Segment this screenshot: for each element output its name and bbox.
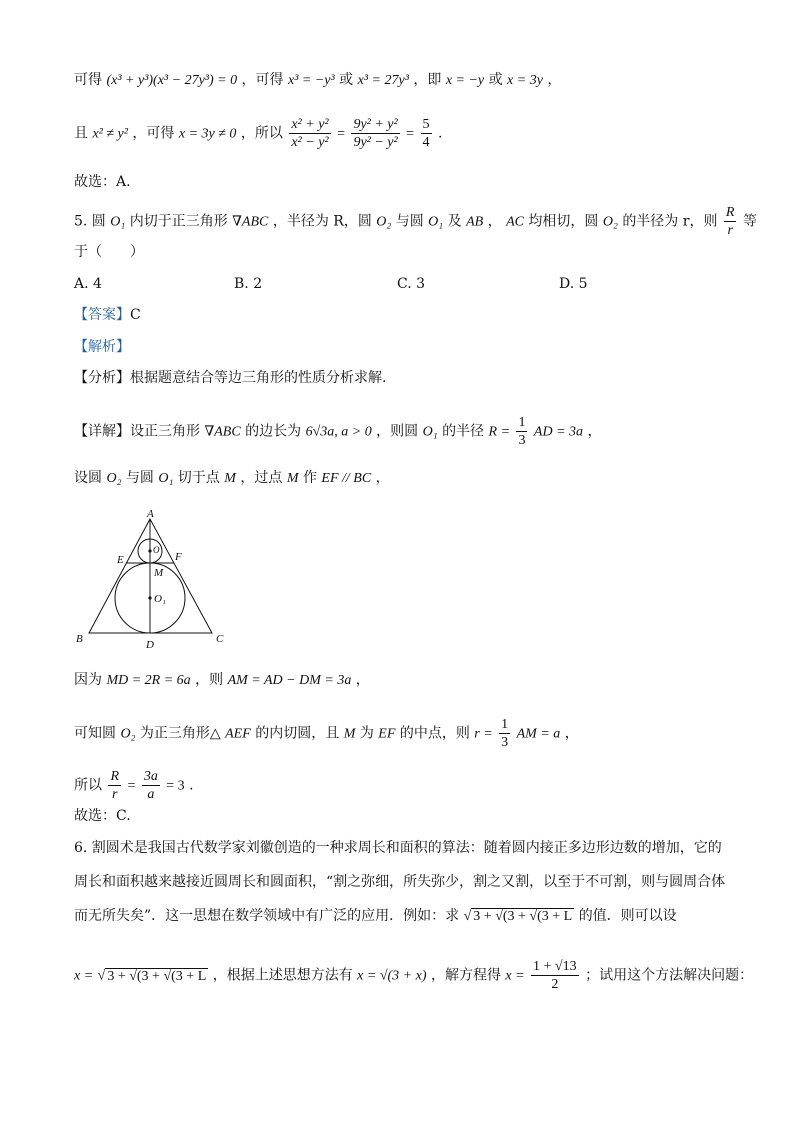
math-expression: O₁	[158, 471, 174, 486]
text: ，根据上述思想方法有	[212, 967, 353, 984]
sqrt-expression: √ 3 + √(3 + √(3 + L	[463, 909, 573, 924]
sqrt-expression: √ 3 + √(3 + √(3 + L	[97, 968, 207, 984]
point-o	[148, 549, 151, 552]
math-expression: O₂	[602, 214, 618, 230]
text: 或	[488, 72, 503, 88]
tangent-point-line	[74, 468, 390, 489]
math-expression: M	[286, 471, 299, 486]
text: 而无所失矣”．这一思想在数学领域中有广泛的应用．例如：求	[74, 908, 460, 924]
text: 设圆	[74, 470, 102, 486]
text: 作	[302, 470, 317, 486]
analysis-tag	[74, 337, 130, 357]
label-b: B	[76, 633, 83, 645]
fraction: $\frac{1}{3}$	[518, 415, 526, 448]
fraction: $\frac{R}{r}$	[725, 205, 735, 238]
text: 为	[359, 725, 374, 742]
math-expression: x =	[74, 968, 94, 984]
math-expression: r =	[474, 726, 493, 742]
math-expression: O₁	[428, 214, 444, 230]
math-expression: M	[343, 726, 356, 742]
fenxi-line	[74, 368, 386, 388]
fenxi-text: 根据题意结合等边三角形的性质分析求解.	[130, 370, 387, 386]
label-a: A	[147, 508, 154, 520]
math-expression: AD = 3a	[533, 424, 584, 440]
label-d: D	[146, 639, 154, 650]
detail-tag: 【详解】	[74, 423, 130, 440]
geometry-figure	[70, 505, 240, 650]
fraction: $\frac{\text{9y² + y²}}{\text{9y² − y²}}$	[353, 117, 398, 150]
text: 可得	[74, 72, 102, 88]
text: ，所以	[240, 125, 283, 142]
math-expression: x³ = −y³	[288, 73, 335, 88]
text: ，则圆	[376, 423, 419, 440]
text: 的半径为 r，则	[622, 213, 718, 230]
text: ，解方程得	[430, 967, 501, 984]
text: 的半径	[442, 423, 485, 440]
fraction: $\frac{\text{x² + y²}}{\text{x² − y²}}$	[291, 117, 329, 150]
math-expression: ∇ABC	[204, 424, 241, 440]
label-o: O	[153, 545, 160, 555]
math-expression: ∇ABC	[232, 214, 269, 230]
text: ，	[375, 470, 390, 486]
text: 的边长为	[245, 423, 302, 440]
fraction: $\frac{R}{r}$	[110, 769, 120, 802]
detail-line	[74, 414, 601, 449]
option-d: D. 5	[559, 276, 588, 292]
question-6-line-3	[74, 906, 677, 927]
text: 的值．则可以设	[578, 908, 677, 924]
answer-value: C	[130, 307, 141, 323]
math-expression: x² ≠ y²	[92, 126, 128, 142]
text: 的内切圆，且	[255, 725, 340, 742]
text: ，	[587, 423, 602, 440]
text: .	[189, 777, 194, 794]
solution-line-2	[74, 116, 442, 151]
text: 与圆	[125, 470, 154, 486]
equals-sign: =	[406, 126, 415, 142]
math-expression: AC	[506, 214, 524, 230]
option-c: C. 3	[397, 276, 426, 292]
math-expression: R =	[488, 424, 511, 440]
option-a: A. 4	[74, 276, 102, 292]
question-6-line-4	[74, 958, 753, 993]
math-expression: MD = 2R = 6a	[106, 673, 191, 688]
label-f: F	[175, 551, 182, 563]
math-expression: O₂	[120, 726, 136, 742]
text: ，过点	[240, 470, 283, 486]
fraction: $\frac{1 + √13}{2}$	[533, 959, 577, 992]
question-6-line-2: 周长和面积越来越接近圆周长和圆面积，“割之弥细，所失弥少，割之又割，以至于不可割，则与圆周合体	[74, 874, 726, 890]
math-expression: O₁	[110, 214, 126, 230]
math-expression: x³ = 27y³	[357, 73, 409, 88]
math-expression: O₂	[376, 214, 392, 230]
question-6-line-1: 6. 割圆术是我国古代数学家刘徽创造的一种求周长和面积的算法：随着圆内接正多边形边数的增加，它的	[74, 840, 722, 856]
text: ，则	[195, 672, 224, 688]
label-m: M	[154, 567, 164, 579]
text: ，	[487, 213, 502, 230]
text: ；试用这个方法解决问题：	[585, 967, 754, 984]
math-expression: O₁	[422, 424, 438, 440]
answer-tag: 【答案】	[74, 307, 130, 323]
text: 因为	[74, 672, 102, 688]
ratio-line	[74, 768, 194, 803]
equals-sign: =	[127, 778, 136, 794]
question-5-line-2: 于（ ）	[74, 244, 144, 260]
text: 所以	[74, 777, 102, 794]
text: 等	[742, 213, 757, 230]
math-expression: M	[224, 471, 236, 486]
text: 设正三角形	[130, 423, 200, 440]
text: 且	[74, 125, 88, 142]
choose-c: 故选：C.	[74, 808, 131, 824]
text: 或	[339, 72, 354, 88]
math-expression: x = √(3 + x)	[357, 968, 427, 984]
option-b: B. 2	[234, 276, 263, 292]
math-expression: AB	[466, 214, 484, 230]
text: 均相切，圆	[528, 213, 599, 230]
text: 与圆	[395, 213, 424, 230]
math-expression: O₂	[106, 471, 122, 486]
solution-line-1	[74, 70, 561, 91]
label-c: C	[216, 633, 224, 645]
equals-sign: =	[337, 126, 345, 142]
math-expression: x = 3y ≠ 0	[178, 126, 237, 142]
answer	[74, 305, 141, 325]
text: 为正三角形△	[139, 725, 221, 742]
math-expression: x = −y	[445, 73, 485, 88]
fraction: $\frac{3a}{a}$	[143, 769, 158, 802]
fraction: $\frac{1}{3}$	[501, 717, 509, 750]
math-expression: 6√3a, a > 0	[305, 424, 372, 440]
text: .	[437, 125, 443, 142]
text: 可知圆	[74, 725, 116, 742]
text: 内切于正三角形	[129, 213, 228, 230]
text: ，半径为 R，圆	[272, 213, 372, 230]
text: 及	[447, 213, 462, 230]
math-expression: AM = AD − DM = 3a	[227, 673, 352, 688]
label-o1: O₁	[154, 593, 166, 605]
math-expression: = 3	[166, 778, 185, 794]
fraction: $\frac{5}{4}$	[422, 117, 430, 150]
text: ，可得	[132, 125, 175, 142]
analysis-label: 【解析】	[74, 339, 130, 355]
text: 的中点，则	[399, 725, 470, 742]
text: ，即	[413, 72, 442, 88]
math-expression: AEF	[225, 726, 251, 742]
label-e: E	[117, 554, 124, 566]
point-o1	[148, 596, 151, 599]
math-expression: EF // BC	[321, 471, 372, 486]
text: ，可得	[241, 72, 284, 88]
incircle-line	[74, 716, 579, 751]
math-expression: (x³ + y³)(x³ − 27y³) = 0	[106, 73, 238, 88]
math-expression: x = 3y	[507, 73, 543, 88]
math-expression: AM = a	[516, 726, 561, 742]
math-expression: x =	[505, 968, 525, 984]
md-line	[74, 670, 370, 691]
text: 切于点	[177, 470, 220, 486]
text: 5. 圆	[74, 213, 106, 230]
text: ，	[355, 672, 370, 688]
math-expression: EF	[378, 726, 396, 742]
choose-a: 故选：A.	[74, 174, 131, 190]
fenxi-tag: 【分析】	[74, 370, 130, 386]
text: ，	[547, 72, 562, 88]
text: ，	[564, 725, 579, 742]
question-5-line-1	[74, 204, 757, 239]
